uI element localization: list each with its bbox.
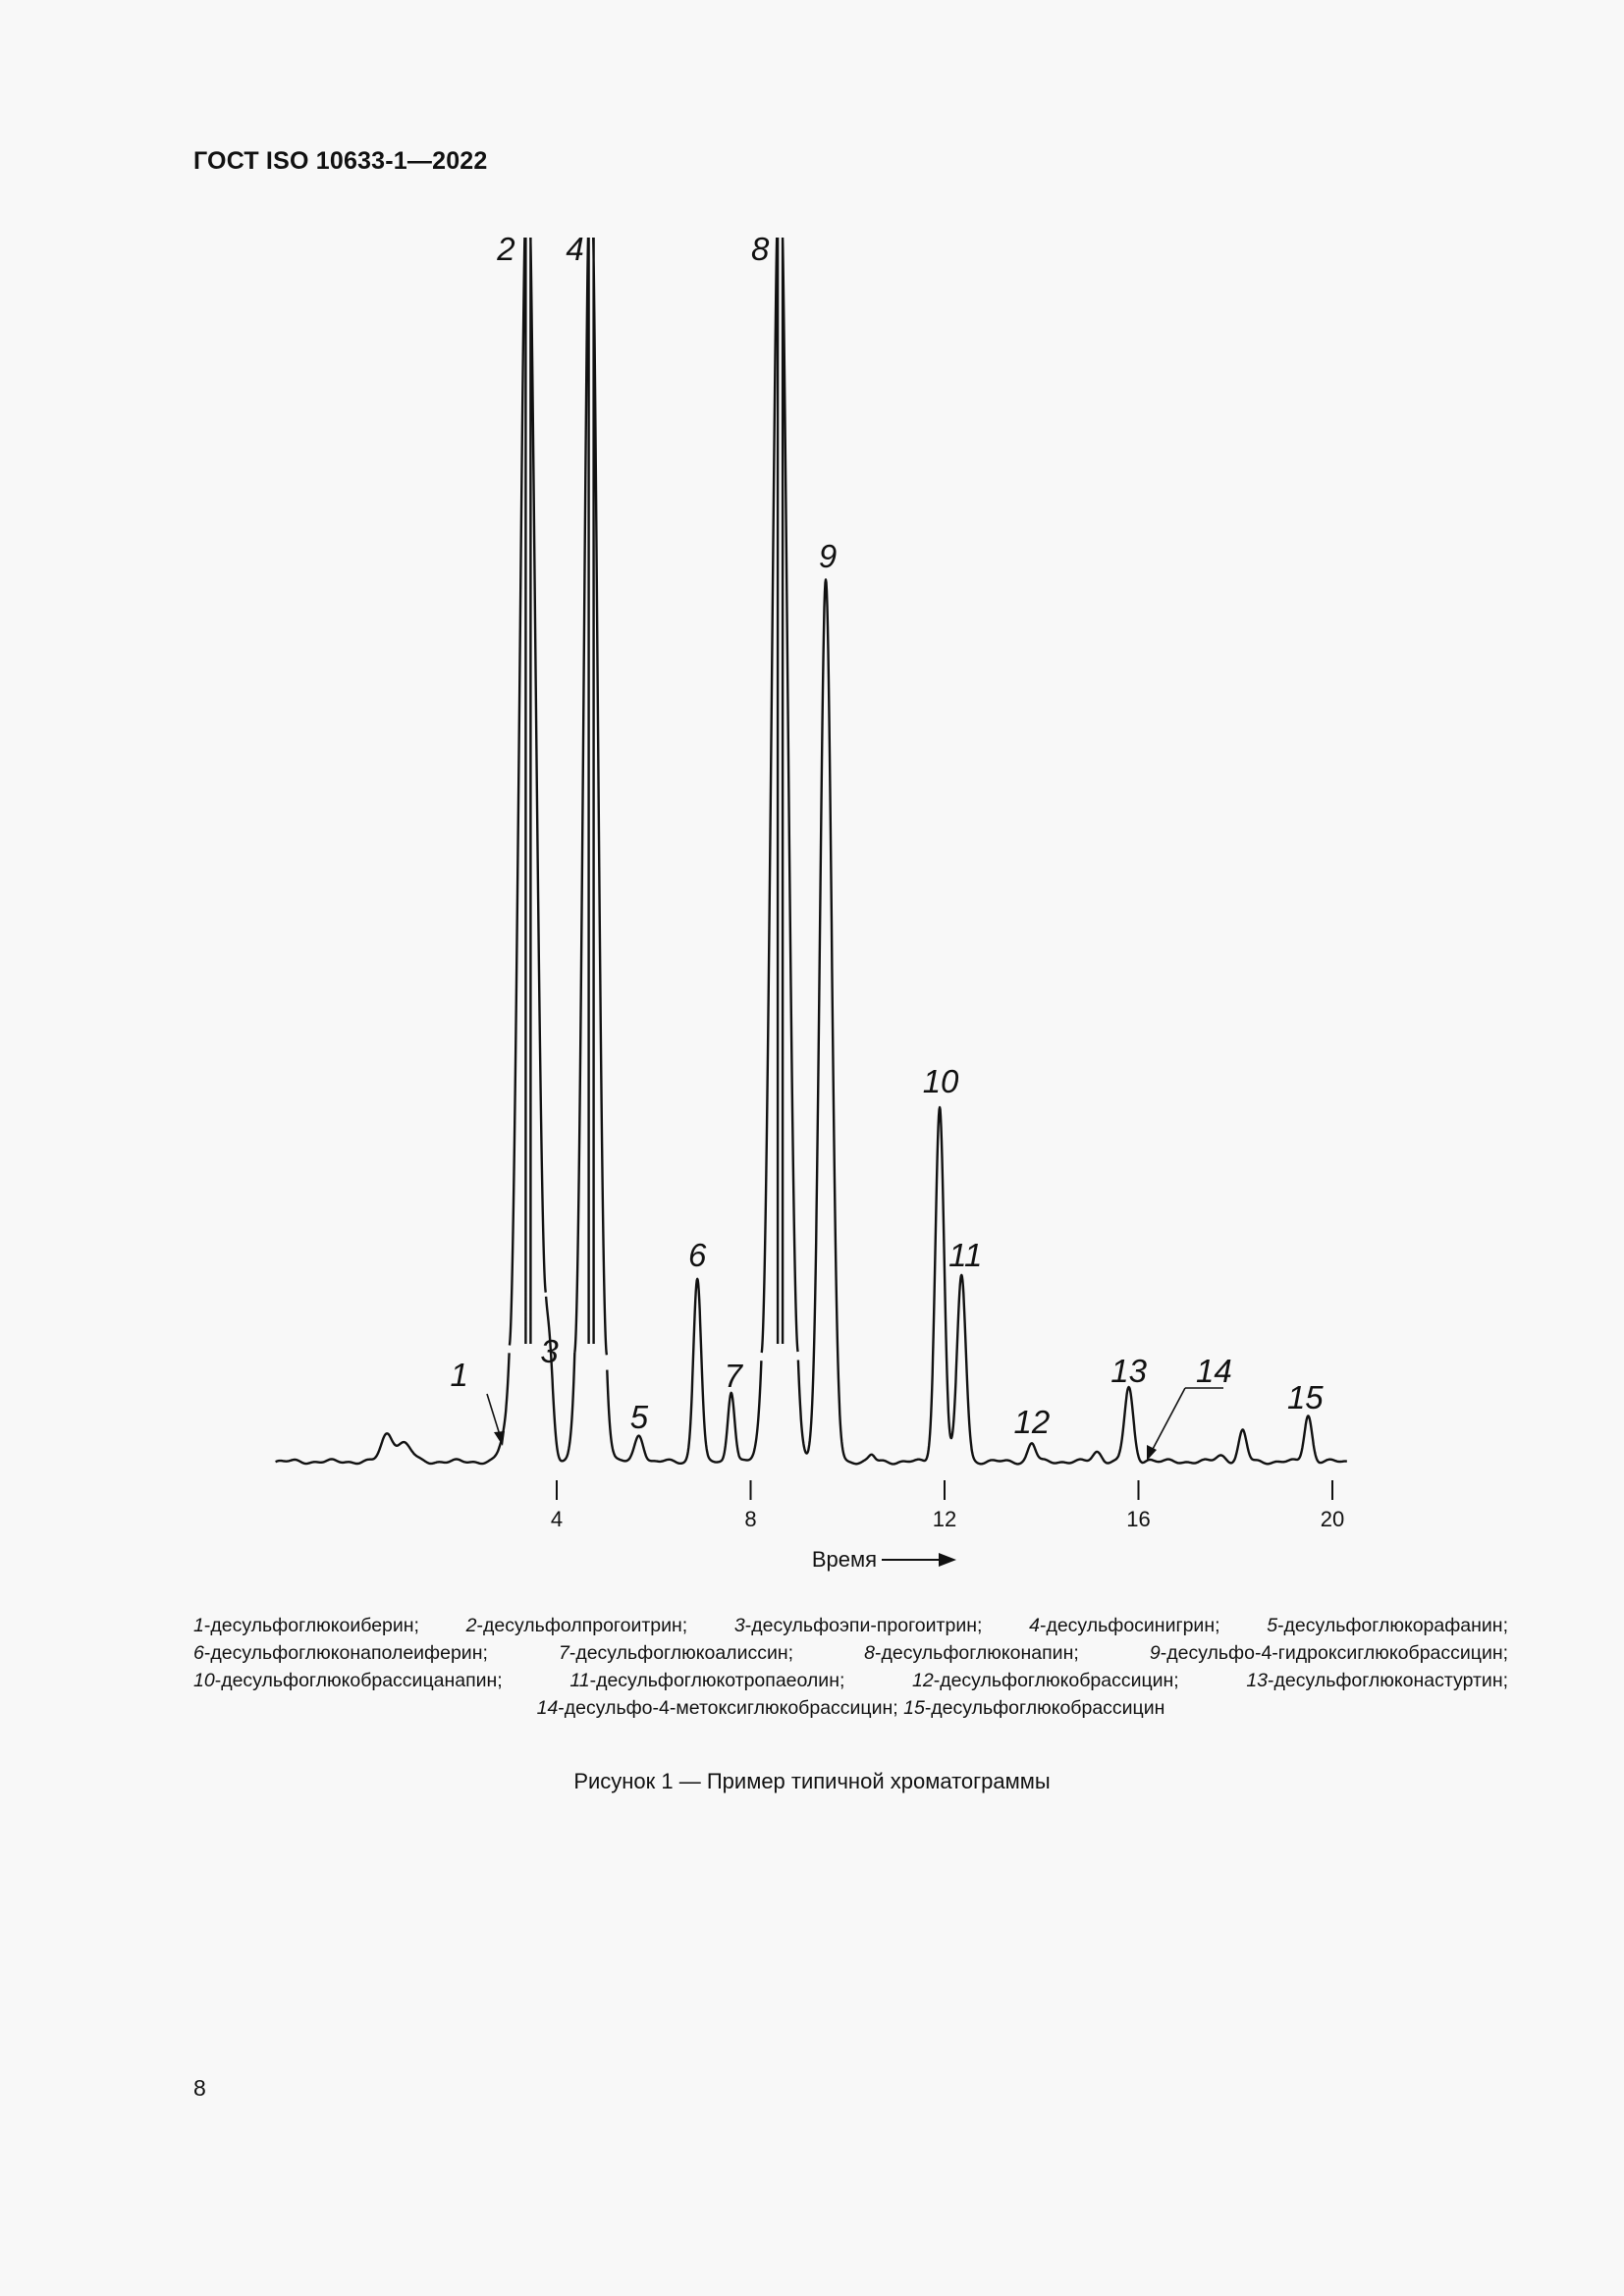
legend-item-text: -десульфоглюкоиберин; <box>203 1615 419 1636</box>
legend-item <box>559 1642 793 1664</box>
peak-label-2: 2 <box>497 231 515 267</box>
peak-14-leader <box>1151 1388 1185 1453</box>
legend-item-number: 9 <box>1149 1642 1161 1664</box>
legend-item-number: 8 <box>864 1642 876 1664</box>
legend-item-text: -десульфоглюконаполеиферин; <box>203 1642 488 1664</box>
x-axis-title: Время <box>811 1547 877 1572</box>
legend-item-text: -десульфоглюкотропаеолин; <box>589 1670 845 1691</box>
legend-item <box>1029 1615 1219 1636</box>
legend-item-text: -десульфоглюкобрассицанапин; <box>214 1670 503 1691</box>
peak-label-6: 6 <box>688 1237 707 1273</box>
legend-item-number: 7 <box>558 1642 569 1664</box>
legend-item-text: -десульфоглюкобрассицин <box>924 1697 1165 1719</box>
legend-item <box>466 1615 688 1636</box>
peak-1-leader <box>487 1394 501 1438</box>
peak-label-3: 3 <box>540 1333 559 1369</box>
legend-item <box>537 1697 898 1719</box>
axis-arrow-head <box>939 1553 956 1567</box>
legend-item-text: -десульфо-4-гидроксиглюкобрассицин; <box>1160 1642 1509 1664</box>
peak-label-9: 9 <box>818 538 838 574</box>
legend-item-number: 5 <box>1267 1615 1278 1636</box>
legend-item-number: 11 <box>569 1670 590 1691</box>
legend-item-number: 4 <box>1029 1615 1040 1636</box>
peak-label-13: 13 <box>1110 1353 1147 1389</box>
peak-label-1: 1 <box>450 1357 468 1393</box>
legend-item <box>193 1642 488 1664</box>
legend-item-number: 1 <box>193 1615 204 1636</box>
legend-row <box>193 1639 1508 1667</box>
legend-item-number: 13 <box>1246 1670 1269 1691</box>
legend-item <box>1246 1670 1508 1691</box>
peak-label-10: 10 <box>922 1063 959 1099</box>
chromatogram-trace <box>276 238 1347 1464</box>
legend-item-text: -десульфоглюкоалиссин; <box>568 1642 794 1664</box>
legend-item <box>193 1615 419 1636</box>
legend-item <box>1267 1615 1508 1636</box>
peak-label-4: 4 <box>566 231 584 267</box>
document-header: ГОСТ ISO 10633-1—2022 <box>193 147 488 175</box>
legend-item-text: -десульфо-4-метоксиглюкобрассицин; <box>558 1697 898 1719</box>
legend-item-number: 2 <box>465 1615 477 1636</box>
legend-item-number: 12 <box>912 1670 934 1691</box>
compound-legend <box>193 1612 1508 1722</box>
page-number: 8 <box>193 2075 206 2101</box>
peak-label-12: 12 <box>1013 1404 1051 1440</box>
legend-item <box>903 1697 1164 1719</box>
legend-item-text: -десульфолпрогоитрин; <box>476 1615 688 1636</box>
legend-item-number: 15 <box>903 1697 925 1719</box>
peak-label-14: 14 <box>1196 1353 1232 1389</box>
legend-item-number: 14 <box>536 1697 559 1719</box>
legend-item <box>193 1670 503 1691</box>
peak-14-arrowhead <box>1147 1445 1157 1461</box>
legend-item-number: 6 <box>193 1642 204 1664</box>
peak-label-8: 8 <box>750 231 770 267</box>
legend-row <box>193 1667 1508 1694</box>
legend-row <box>193 1694 1508 1722</box>
legend-item-text: -десульфоглюкобрассицин; <box>933 1670 1179 1691</box>
peak-label-11: 11 <box>948 1237 983 1273</box>
legend-item-text: -десульфоглюкорафанин; <box>1277 1615 1508 1636</box>
legend-row <box>193 1612 1508 1639</box>
legend-item-number: 3 <box>733 1615 745 1636</box>
legend-item <box>569 1670 844 1691</box>
x-tick-label: 12 <box>932 1507 957 1531</box>
legend-item-text: -десульфоглюконастуртин; <box>1268 1670 1508 1691</box>
x-tick-label: 8 <box>744 1507 757 1531</box>
peak-label-15: 15 <box>1286 1379 1324 1415</box>
peak-label-7: 7 <box>724 1358 742 1394</box>
legend-item <box>734 1615 983 1636</box>
legend-item <box>864 1642 1079 1664</box>
x-tick-label: 20 <box>1320 1507 1345 1531</box>
legend-item <box>1150 1642 1508 1664</box>
figure-caption: Рисунок 1 — Пример типичной хроматограммы <box>573 1769 1051 1793</box>
x-tick-label: 4 <box>550 1507 564 1531</box>
legend-item <box>912 1670 1179 1691</box>
legend-item-text: -десульфоэпи-прогоитрин; <box>744 1615 983 1636</box>
x-tick-label: 16 <box>1126 1507 1151 1531</box>
legend-item-text: -десульфоглюконапин; <box>875 1642 1079 1664</box>
peak-label-5: 5 <box>629 1399 649 1435</box>
legend-item-text: -десульфосинигрин; <box>1039 1615 1220 1636</box>
legend-item-number: 10 <box>193 1670 215 1691</box>
